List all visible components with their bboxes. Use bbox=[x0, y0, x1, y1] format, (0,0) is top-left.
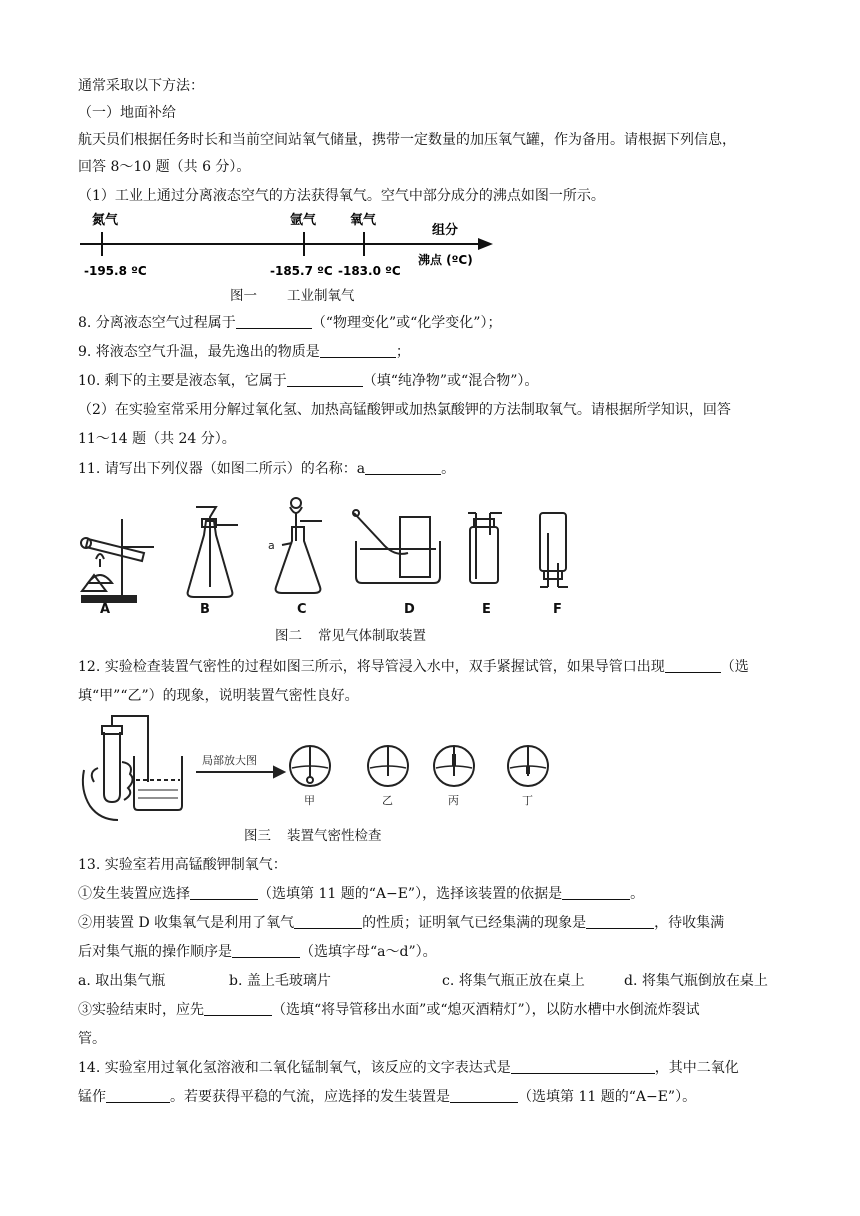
magnify-circle-2 bbox=[368, 746, 408, 786]
magnify-circle-3 bbox=[434, 746, 474, 786]
circle-label-yi: 乙 bbox=[382, 794, 393, 807]
option-b: b. 盖上毛玻璃片 bbox=[229, 973, 331, 989]
caption-title: 工业制氧气 bbox=[287, 288, 355, 304]
section-heading: （一）地面补给 bbox=[78, 105, 176, 121]
label-c: C bbox=[297, 602, 307, 617]
q11-text-2: 。 bbox=[441, 461, 456, 477]
caption-title: 装置气密性检查 bbox=[287, 828, 382, 844]
question-12 bbox=[78, 658, 749, 676]
q11-blank[interactable] bbox=[365, 461, 441, 475]
hand-and-tube-drawing bbox=[83, 716, 148, 820]
apparatus-e-drawing bbox=[468, 513, 502, 583]
question-13-3 bbox=[78, 1001, 700, 1019]
option-a: a. 取出集气瓶 bbox=[78, 973, 166, 989]
q13-1-text-2: （选填第 11 题的“A−E”），选择该装置的依据是 bbox=[258, 886, 563, 902]
q11-text: 11. 请写出下列仪器（如图二所示）的名称：a bbox=[78, 461, 366, 477]
option-d: d. 将集气瓶倒放在桌上 bbox=[624, 973, 768, 989]
question-14-cont bbox=[78, 1088, 696, 1106]
q14-blank-3[interactable] bbox=[450, 1089, 518, 1103]
question-11 bbox=[78, 460, 455, 478]
q13-2-blank-2[interactable] bbox=[586, 915, 654, 929]
oxygen-label: 氧气 bbox=[350, 213, 377, 228]
question-14 bbox=[78, 1059, 739, 1077]
q12-text-2: （选 bbox=[720, 659, 749, 675]
question-10 bbox=[78, 372, 538, 390]
q14-text: 14. 实验室用过氧化氢溶液和二氧化锰制氧气，该反应的文字表达式是 bbox=[78, 1060, 511, 1076]
magnify-circle-4 bbox=[508, 746, 548, 786]
nitrogen-value: -195.8 ºC bbox=[84, 264, 147, 278]
caption-title: 常见气体制取装置 bbox=[318, 628, 426, 644]
q13-1-blank-2[interactable] bbox=[562, 886, 630, 900]
q10-blank[interactable] bbox=[287, 373, 363, 387]
q13-2-text: ②用装置 D 收集氧气是利用了氧气 bbox=[78, 915, 295, 931]
apparatus-f-drawing bbox=[540, 513, 568, 587]
q8-text: 8. 分离液态空气过程属于 bbox=[78, 315, 236, 331]
q10-text: 10. 剩下的主要是液态氧，它属于 bbox=[78, 373, 287, 389]
text-line: 通常采取以下方法： bbox=[78, 78, 204, 94]
label-d: D bbox=[404, 602, 415, 617]
text-line: 航天员们根据任务时长和当前空间站氧气储量，携带一定数量的加压氧气罐，作为备用。请根据下列信息， bbox=[78, 132, 736, 148]
text-line: 填“甲”“乙”）的现象，说明装置气密性良好。 bbox=[78, 688, 359, 704]
q13-1-blank-1[interactable] bbox=[190, 886, 258, 900]
magnify-circle-1 bbox=[290, 746, 330, 786]
label-e: E bbox=[482, 602, 491, 617]
apparatus-b-drawing bbox=[188, 507, 238, 597]
q13-2-text-4: 后对集气瓶的操作顺序是 bbox=[78, 944, 232, 960]
q8-text-2: （“物理变化”或“化学变化”）； bbox=[311, 315, 502, 331]
beaker-drawing bbox=[134, 756, 182, 810]
arrow-label: 局部放大图 bbox=[202, 754, 257, 767]
q14-text-5: （选填第 11 题的“A−E”）。 bbox=[518, 1089, 697, 1105]
oxygen-value: -183.0 ºC bbox=[338, 264, 401, 278]
label-b: B bbox=[200, 602, 210, 617]
option-c: c. 将集气瓶正放在桌上 bbox=[442, 973, 585, 989]
q14-text-4: 。若要获得平稳的气流，应选择的发生装置是 bbox=[170, 1089, 450, 1105]
q12-text: 12. 实验检查装置气密性的过程如图三所示，将导管浸入水中，双手紧握试管，如果导管口出现 bbox=[78, 659, 665, 675]
text-line: （2）在实验室常采用分解过氧化氢、加热高锰酸钾或加热氯酸钾的方法制取氧气。请根据所学知识，回答 bbox=[78, 402, 731, 418]
q13-3-blank[interactable] bbox=[204, 1002, 272, 1016]
label-a: A bbox=[100, 602, 111, 617]
caption-number: 图一 bbox=[230, 288, 257, 304]
figure-3-caption bbox=[244, 827, 382, 845]
figure-2-letters bbox=[78, 602, 598, 620]
circle-label-jia: 甲 bbox=[304, 794, 315, 807]
question-9 bbox=[78, 343, 410, 361]
apparatus-a-drawing bbox=[81, 519, 154, 602]
q13-2-text-5: （选填字母“a～d”）。 bbox=[300, 944, 437, 960]
q13-2-text-3: ，待收集满 bbox=[654, 915, 725, 931]
q13-3-text: ③实验结束时，应先 bbox=[78, 1002, 204, 1018]
figure-1-boiling-points bbox=[78, 207, 498, 289]
arrow-icon bbox=[196, 767, 284, 777]
q13-2-text-2: 的性质；证明氧气已经集满的现象是 bbox=[362, 915, 587, 931]
q14-text-2: ，其中二氧化 bbox=[654, 1060, 739, 1076]
question-13-2 bbox=[78, 914, 724, 932]
q9-blank[interactable] bbox=[320, 344, 396, 358]
question-8 bbox=[78, 314, 501, 332]
question-13-2-cont bbox=[78, 943, 437, 961]
q13-2-blank-1[interactable] bbox=[294, 915, 362, 929]
circle-label-bing: 丙 bbox=[448, 794, 459, 807]
argon-value: -185.7 ºC bbox=[270, 264, 333, 278]
figure-1-caption bbox=[230, 287, 355, 305]
q13-1-text-3: 。 bbox=[630, 886, 645, 902]
caption-number: 图二 bbox=[275, 628, 302, 644]
argon-label: 氩气 bbox=[290, 213, 317, 228]
figure-2-caption bbox=[275, 627, 426, 645]
caption-number: 图三 bbox=[244, 828, 271, 844]
text-line: （1）工业上通过分离液态空气的方法获得氧气。空气中部分成分的沸点如图一所示。 bbox=[78, 188, 605, 204]
circle-label-ding: 丁 bbox=[522, 794, 533, 807]
q8-blank[interactable] bbox=[236, 315, 312, 329]
apparatus-c-drawing bbox=[276, 498, 322, 593]
axis-top-label: 组分 bbox=[432, 223, 459, 238]
q9-text-2: ； bbox=[395, 344, 410, 360]
q14-blank-2[interactable] bbox=[106, 1089, 170, 1103]
q14-blank-1[interactable] bbox=[511, 1060, 655, 1074]
axis-bottom-label: 沸点 (ºC) bbox=[418, 253, 473, 267]
figure-3-airtightness bbox=[78, 710, 558, 826]
q14-text-3: 锰作 bbox=[78, 1089, 106, 1105]
question-13-1 bbox=[78, 885, 644, 903]
apparatus-d-drawing bbox=[353, 510, 440, 583]
q9-text: 9. 将液态空气升温，最先逸出的物质是 bbox=[78, 344, 320, 360]
q13-3-text-2: （选填“将导管移出水面”或“熄灭酒精灯”），以防水槽中水倒流炸裂试 bbox=[272, 1002, 700, 1018]
q10-text-2: （填“纯净物”或“混合物”）。 bbox=[362, 373, 539, 389]
part-label-a: a bbox=[268, 539, 275, 552]
nitrogen-label: 氮气 bbox=[92, 213, 119, 228]
label-f: F bbox=[553, 602, 562, 617]
q13-2-blank-3[interactable] bbox=[232, 944, 300, 958]
q12-blank[interactable] bbox=[665, 659, 721, 673]
text-line: 11～14 题（共 24 分）。 bbox=[78, 431, 236, 447]
text-line: 管。 bbox=[78, 1031, 106, 1047]
q13-1-text: ①发生装置应选择 bbox=[78, 886, 190, 902]
text-line: 回答 8～10 题（共 6 分）。 bbox=[78, 159, 251, 175]
question-13: 13. 实验室若用高锰酸钾制氧气： bbox=[78, 857, 287, 873]
